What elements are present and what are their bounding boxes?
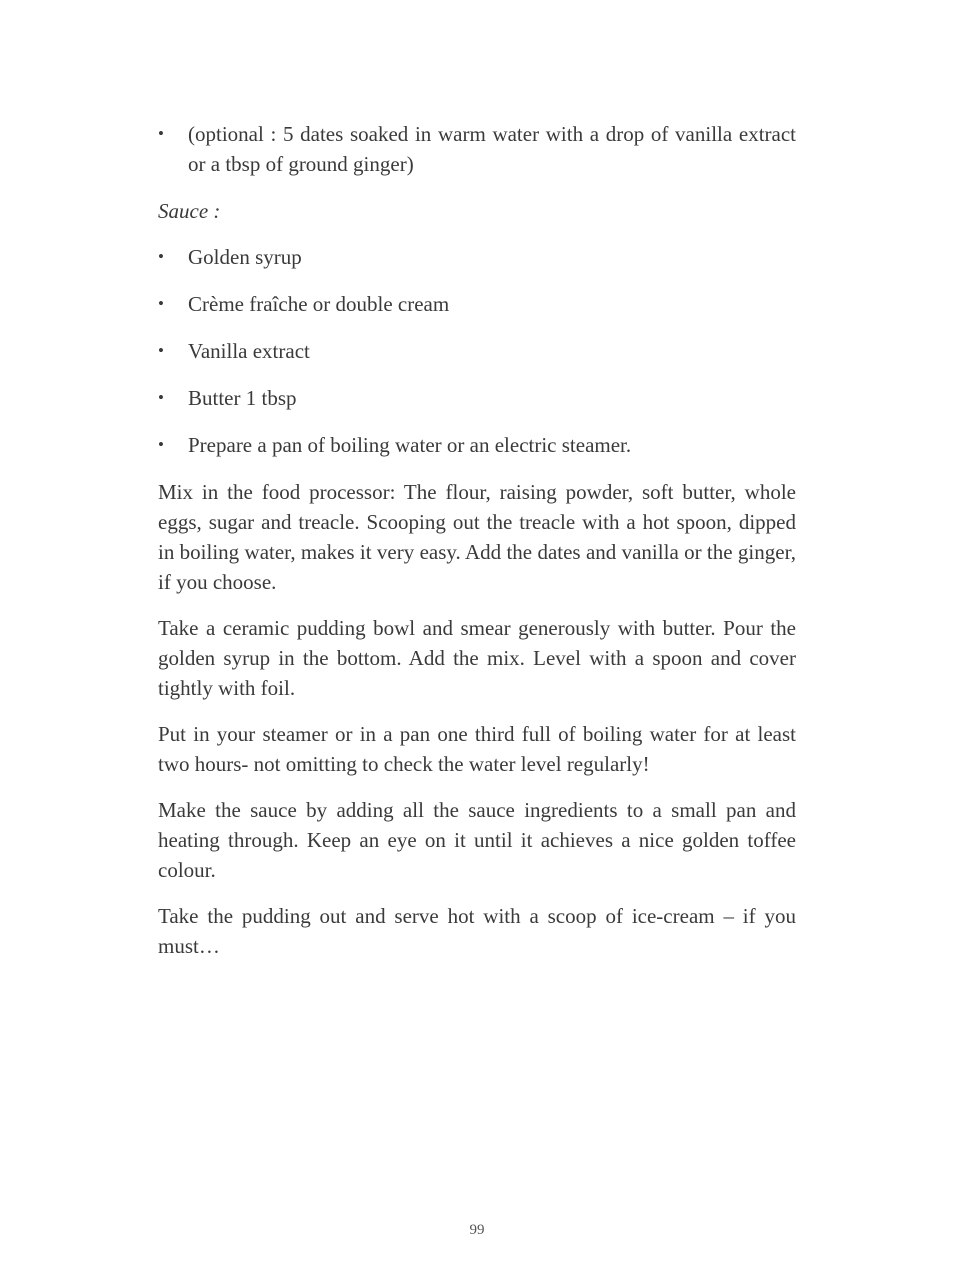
sauce-item-text: Vanilla extract	[188, 339, 310, 363]
sauce-item-vanilla	[158, 336, 796, 366]
sauce-item-text: Butter 1 tbsp	[188, 386, 297, 410]
sauce-item-golden-syrup	[158, 242, 796, 272]
bullet-icon: •	[158, 294, 164, 313]
bullet-icon: •	[158, 124, 164, 143]
paragraph-serve: Take the pudding out and serve hot with a scoop of ice-cream – if you must…	[158, 904, 796, 958]
sauce-item-text: Prepare a pan of boiling water or an electric steamer.	[188, 433, 632, 457]
page-content	[158, 119, 796, 977]
bullet-icon: •	[158, 388, 164, 407]
paragraph-steam: Put in your steamer or in a pan one third full of boiling water for at least two hours- not omitting to check the water level regularly!	[158, 722, 796, 776]
sauce-item-text: Golden syrup	[188, 245, 302, 269]
sauce-item-steamer	[158, 430, 796, 460]
paragraph-mix: Mix in the food processor: The flour, raising powder, soft butter, whole eggs, sugar and treacle. Scooping out the treacle with a hot spoon, dipped in boiling water, makes it very easy. Add the dates and vanilla or the ginger, if you choose.	[158, 480, 796, 594]
bullet-icon: •	[158, 341, 164, 360]
ingredient-item-optional	[158, 119, 796, 179]
bullet-icon: •	[158, 435, 164, 454]
paragraph-sauce: Make the sauce by adding all the sauce ingredients to a small pan and heating through. Keep an eye on it until it achieves a nice golden toffee colour.	[158, 798, 796, 882]
sauce-heading: Sauce :	[158, 199, 221, 223]
sauce-item-cream	[158, 289, 796, 319]
ingredient-text: (optional : 5 dates soaked in warm water with a drop of vanilla extract or a tbsp of ground ginger)	[188, 122, 796, 176]
paragraph-bowl: Take a ceramic pudding bowl and smear generously with butter. Pour the golden syrup in the bottom. Add the mix. Level with a spoon and cover tightly with foil.	[158, 616, 796, 700]
bullet-icon: •	[158, 247, 164, 266]
page-number: 99	[469, 1222, 485, 1238]
sauce-item-butter	[158, 383, 796, 413]
sauce-item-text: Crème fraîche or double cream	[188, 292, 450, 316]
